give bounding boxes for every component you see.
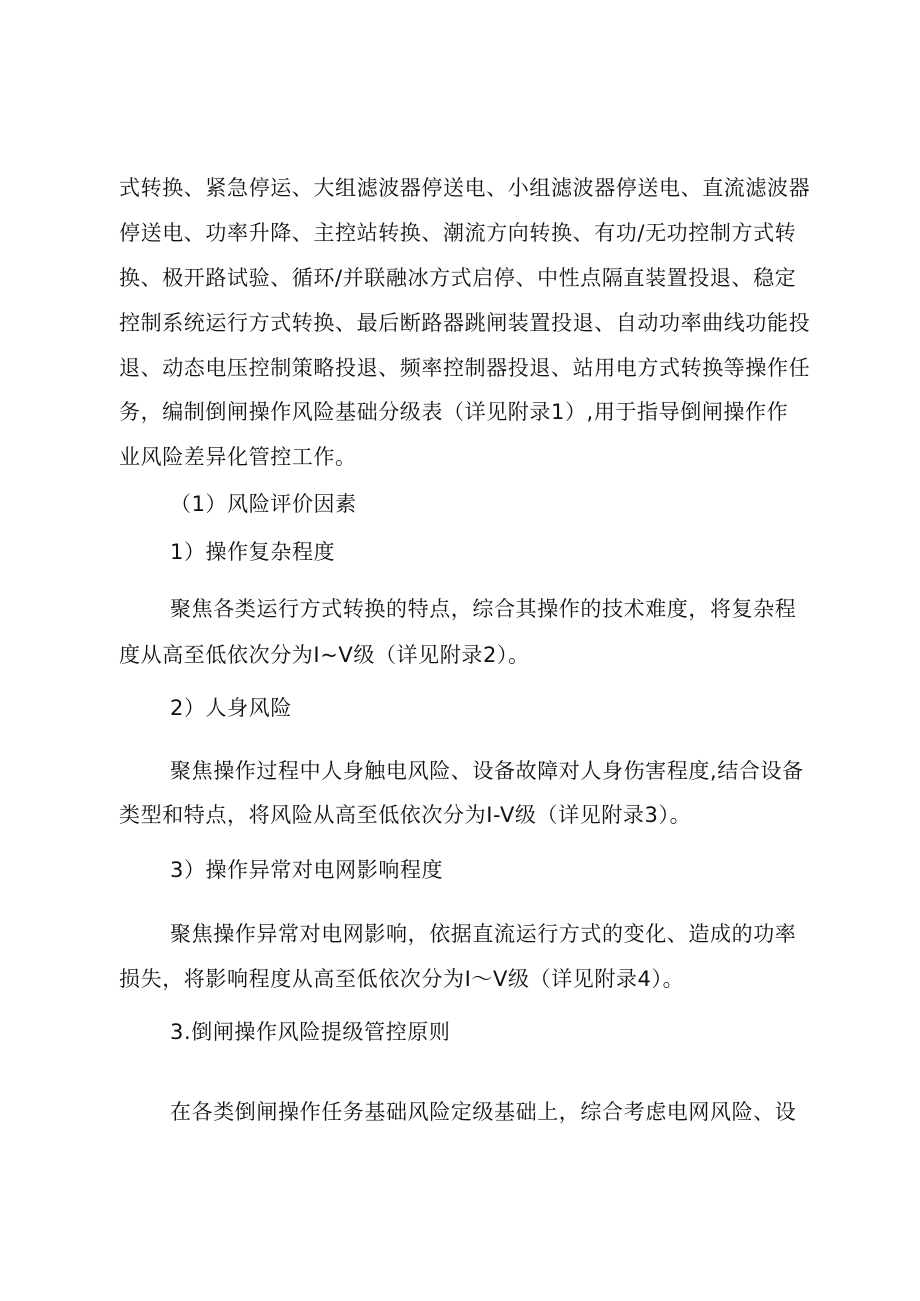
intro-line-6: 务，编制倒闸操作风险基础分级表（详见附录1）,用于指导倒闸操作作	[119, 400, 789, 424]
subheading-complexity: 1）操作复杂程度	[170, 540, 336, 564]
intro-line-1: 式转换、紧急停运、大组滤波器停送电、小组滤波器停送电、直流滤波器	[119, 176, 811, 200]
personal-risk-line-1: 聚焦操作过程中人身触电风险、设备故障对人身伤害程度,结合设备	[170, 759, 804, 783]
complexity-line-1: 聚焦各类运行方式转换的特点，综合其操作的技术难度，将复杂程	[170, 597, 797, 621]
personal-risk-line-2: 类型和特点，将风险从高至低依次分为I-V级（详见附录3）。	[119, 803, 692, 827]
subheading-personal-risk: 2）人身风险	[170, 696, 292, 720]
section-heading-principles: 3.倒闸操作风险提级管控原则	[170, 1020, 451, 1044]
complexity-line-2: 度从高至低依次分为I~V级（详见附录2）。	[119, 643, 530, 667]
intro-line-2: 停送电、功率升降、主控站转换、潮流方向转换、有功/无功控制方式转	[119, 221, 797, 245]
intro-line-3: 换、极开路试验、循环/并联融冰方式启停、中性点隔直装置投退、稳定	[119, 266, 797, 290]
section-heading-risk-factors: （1）风险评价因素	[170, 492, 357, 516]
principles-line-1: 在各类倒闸操作任务基础风险定级基础上，综合考虑电网风险、设	[170, 1100, 797, 1124]
grid-impact-line-2: 损失，将影响程度从高至低依次分为I～V级（详见附录4）。	[119, 967, 685, 991]
intro-line-4: 控制系统运行方式转换、最后断路器跳闸装置投退、自动功率曲线功能投	[119, 311, 811, 335]
grid-impact-line-1: 聚焦操作异常对电网影响，依据直流运行方式的变化、造成的功率	[170, 922, 797, 946]
intro-line-5: 退、动态电压控制策略投退、频率控制器投退、站用电方式转换等操作任	[119, 356, 811, 380]
intro-line-7: 业风险差异化管控工作。	[119, 445, 357, 469]
subheading-grid-impact: 3）操作异常对电网影响程度	[170, 858, 444, 882]
